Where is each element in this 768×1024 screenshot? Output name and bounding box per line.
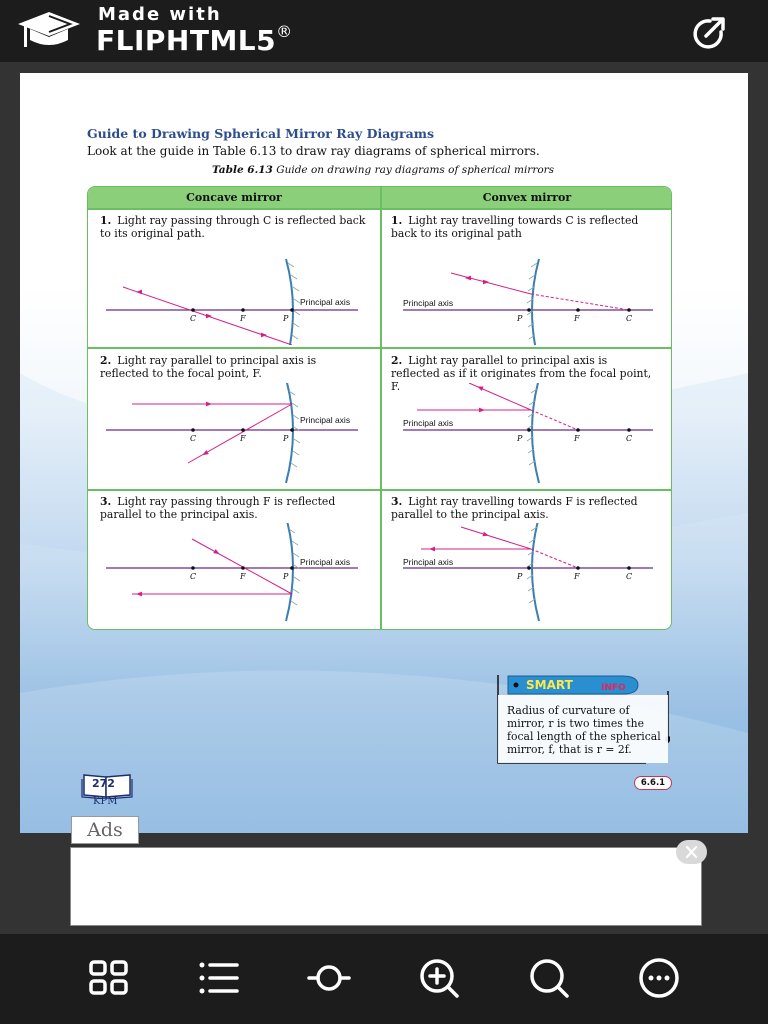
concave-diagram-1 bbox=[88, 237, 380, 345]
table-caption bbox=[212, 164, 554, 176]
rule-text: Light ray passing through C is reflected back to its original path. bbox=[100, 214, 366, 240]
label-principal-axis: Principal axis bbox=[403, 418, 454, 428]
column-header-convex: Convex mirror bbox=[381, 187, 672, 208]
zoom-in-button[interactable] bbox=[417, 956, 461, 1000]
rule-number: 3. bbox=[391, 495, 403, 508]
label-c: C bbox=[626, 434, 633, 443]
ad-close-button[interactable] bbox=[676, 840, 707, 864]
ray-diagram-guide-table bbox=[87, 186, 672, 630]
bottom-toolbar bbox=[0, 934, 768, 1024]
label-p: P bbox=[517, 314, 523, 323]
label-principal-axis: Principal axis bbox=[300, 557, 351, 567]
rule-text: Light ray parallel to principal axis is reflected to the focal point, F. bbox=[100, 354, 317, 380]
table-caption-text: Guide on drawing ray diagrams of spherical mirrors bbox=[276, 164, 555, 176]
graduation-cap-logo-icon bbox=[16, 10, 82, 52]
book-page[interactable] bbox=[20, 73, 748, 833]
row-divider bbox=[88, 489, 672, 491]
rule-number: 1. bbox=[391, 214, 403, 227]
label-f: F bbox=[240, 434, 246, 443]
column-header-concave: Concave mirror bbox=[88, 187, 380, 208]
smart-tag-info: INFO bbox=[601, 683, 626, 693]
label-p: P bbox=[517, 434, 523, 443]
more-options-button[interactable] bbox=[637, 956, 681, 1000]
label-c: C bbox=[626, 314, 633, 323]
book-viewer bbox=[0, 62, 768, 934]
concave-diagram-2 bbox=[88, 383, 380, 489]
table-of-contents-button[interactable] bbox=[197, 956, 241, 1000]
label-c: C bbox=[190, 434, 197, 443]
label-p: P bbox=[283, 434, 289, 443]
registered-mark: ® bbox=[276, 22, 293, 41]
label-c: C bbox=[626, 572, 633, 581]
publisher-label: KPM bbox=[93, 796, 118, 807]
smart-info-tag bbox=[506, 674, 640, 696]
smart-info-text: Radius of curvature of mirror, r is two times the focal length of the spherical mirror, f, that is r = 2f. bbox=[507, 704, 661, 756]
header-divider bbox=[88, 208, 672, 210]
page-heading: Guide to Drawing Spherical Mirror Ray Diagrams bbox=[87, 126, 434, 141]
convex-diagram-1 bbox=[381, 237, 672, 345]
label-principal-axis: Principal axis bbox=[403, 298, 454, 308]
table-caption-number: Table 6.13 bbox=[212, 164, 273, 176]
label-c: C bbox=[190, 572, 197, 581]
ad-banner[interactable] bbox=[70, 847, 702, 926]
share-button[interactable] bbox=[686, 12, 730, 52]
convex-diagram-2 bbox=[381, 383, 672, 489]
label-principal-axis: Principal axis bbox=[403, 557, 454, 567]
rule-number: 2. bbox=[391, 354, 403, 367]
rule-number: 3. bbox=[100, 495, 112, 508]
auto-flip-button[interactable] bbox=[307, 956, 351, 1000]
thumbnails-button[interactable] bbox=[87, 956, 131, 1000]
label-p: P bbox=[283, 572, 289, 581]
thumbnails-icon bbox=[87, 956, 131, 1000]
top-bar bbox=[0, 0, 768, 62]
smart-tag-smart: SMART bbox=[526, 678, 573, 692]
page-number: 272 bbox=[92, 777, 115, 790]
label-p: P bbox=[517, 572, 523, 581]
rule-text: Light ray travelling towards F is reflected parallel to the principal axis. bbox=[391, 495, 638, 521]
label-f: F bbox=[240, 314, 246, 323]
label-c: C bbox=[190, 314, 197, 323]
rule-text: Light ray travelling towards C is reflected back to its original path bbox=[391, 214, 639, 240]
rule-text: Light ray passing through F is reflected parallel to the principal axis. bbox=[100, 495, 336, 521]
made-with-label: Made with bbox=[98, 4, 222, 25]
label-principal-axis: Principal axis bbox=[300, 297, 351, 307]
table-of-contents-icon bbox=[197, 956, 241, 1000]
more-icon bbox=[637, 956, 681, 1000]
label-f: F bbox=[574, 434, 580, 443]
convex-diagram-3 bbox=[381, 523, 672, 629]
label-principal-axis: Principal axis bbox=[300, 415, 351, 425]
convex-rule-3 bbox=[391, 495, 659, 521]
label-p: P bbox=[283, 314, 289, 323]
rule-number: 2. bbox=[100, 354, 112, 367]
rule-text: Light ray parallel to principal axis is reflected as if it originates from the focal point, F. bbox=[391, 354, 652, 393]
row-divider bbox=[88, 347, 672, 349]
auto-flip-icon bbox=[307, 956, 351, 1000]
ads-label: Ads bbox=[71, 816, 139, 844]
section-badge: 6.6.1 bbox=[634, 776, 672, 790]
search-icon bbox=[527, 956, 571, 1000]
search-button[interactable] bbox=[527, 956, 571, 1000]
concave-diagram-3 bbox=[88, 523, 380, 629]
share-icon bbox=[686, 12, 730, 52]
label-f: F bbox=[574, 314, 580, 323]
concave-rule-3 bbox=[100, 495, 368, 521]
brand-text: FLIPHTML5 bbox=[96, 24, 277, 57]
zoom-in-icon bbox=[417, 956, 461, 1000]
concave-rule-2 bbox=[100, 354, 368, 380]
label-f: F bbox=[240, 572, 246, 581]
brand-name bbox=[96, 24, 293, 57]
page-intro: Look at the guide in Table 6.13 to draw ray diagrams of spherical mirrors. bbox=[87, 144, 540, 158]
close-icon bbox=[676, 840, 707, 864]
rule-number: 1. bbox=[100, 214, 112, 227]
label-f: F bbox=[574, 572, 580, 581]
